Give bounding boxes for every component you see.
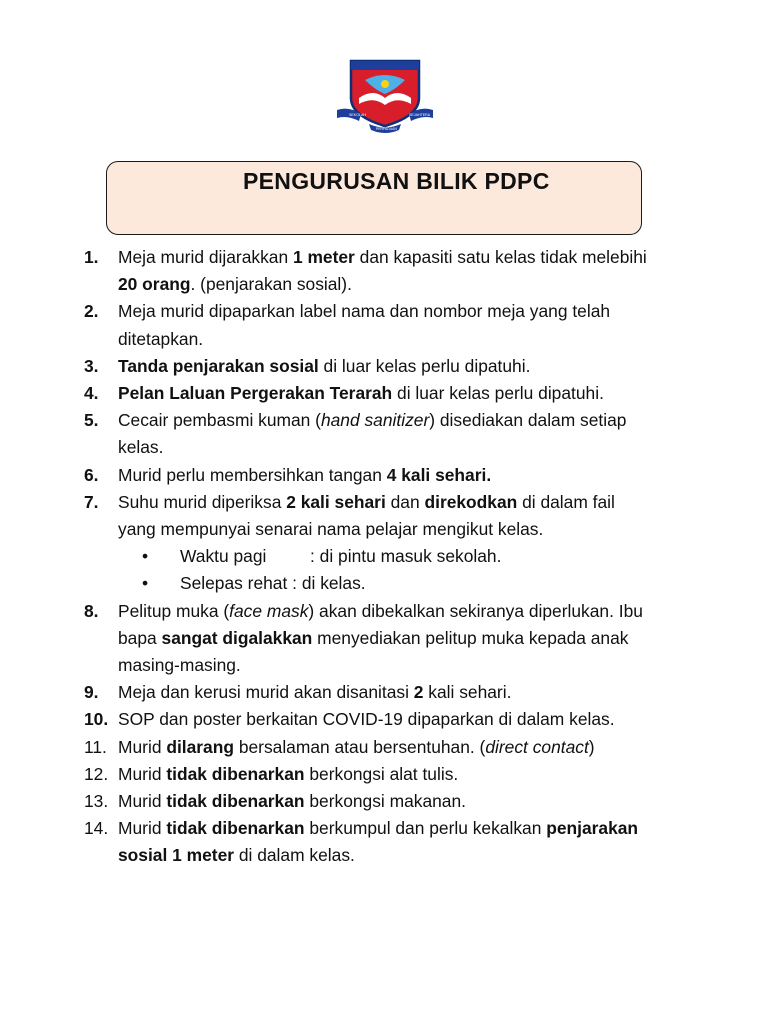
item-text-bold: 1 meter xyxy=(292,247,355,267)
rules-list xyxy=(84,244,744,870)
item-text-bold: tidak dibenarkan xyxy=(166,818,305,839)
item-text: SOP dan poster berkaitan COVID-19 dipaparkan di dalam kelas. xyxy=(118,709,615,730)
item-text-bold: 20 orang xyxy=(118,274,191,295)
item-text-bold: 2 xyxy=(413,682,424,703)
list-item-7 xyxy=(84,489,744,543)
list-item-8 xyxy=(84,598,744,680)
item-text: berkumpul dan perlu kekalkan xyxy=(304,818,547,839)
bullet-icon: • xyxy=(142,573,149,594)
item-number: 10. xyxy=(84,709,109,730)
item-text: ) xyxy=(588,736,595,757)
svg-text:PERPADUAN: PERPADUAN xyxy=(376,127,397,131)
item-number: 9. xyxy=(84,682,99,703)
bullet-icon: • xyxy=(142,546,149,567)
item-text-bold: penjarakan xyxy=(546,818,639,839)
item-text: menyediakan pelitup muka kepada anak xyxy=(312,627,629,648)
bullet-label: Waktu pagi xyxy=(180,546,267,567)
item-text: di luar kelas perlu dipatuhi. xyxy=(318,355,531,376)
item-text: masing-masing. xyxy=(118,655,241,676)
list-item-6 xyxy=(84,462,744,489)
item-text-bold: sangat digalakkan xyxy=(161,627,313,648)
list-item-12 xyxy=(84,761,744,788)
list-item-2 xyxy=(84,298,744,352)
list-item-10 xyxy=(84,706,744,733)
item-text-bold: direkodkan xyxy=(424,491,518,512)
item-text: ) disediakan dalam setiap xyxy=(429,410,627,431)
item-text-bold: Tanda penjarakan sosial xyxy=(118,355,319,376)
item-number: 5. xyxy=(84,410,99,431)
item-text: kelas. xyxy=(118,437,164,458)
item-number: 13. xyxy=(84,791,109,812)
item-text: Meja murid dipaparkan label nama dan nombor meja yang telah xyxy=(118,301,611,322)
bullet-item-waktu-pagi xyxy=(84,543,744,570)
bullet-text: : di kelas. xyxy=(287,573,366,594)
list-item-1 xyxy=(84,244,744,298)
item-text: ) akan dibekalkan sekiranya diperlukan. Ibu xyxy=(308,600,643,621)
item-text: berkongsi makanan. xyxy=(304,791,466,812)
item-number: 11. xyxy=(84,736,107,757)
item-number: 8. xyxy=(84,600,99,621)
page-title: PENGURUSAN BILIK PDPC xyxy=(243,168,550,194)
item-text: Murid perlu membersihkan tangan xyxy=(118,464,387,485)
item-text-italic: direct contact xyxy=(485,736,589,757)
svg-text:SEJAHTERA: SEJAHTERA xyxy=(409,113,431,117)
item-text: Suhu murid diperiksa xyxy=(118,491,287,512)
list-item-11 xyxy=(84,734,744,761)
item-text: Meja murid dijarakkan xyxy=(118,247,293,267)
item-text: Cecair pembasmi kuman ( xyxy=(118,410,321,431)
item-text-bold: tidak dibenarkan xyxy=(166,791,305,812)
bullet-item-selepas-rehat xyxy=(84,570,744,597)
item-text: di dalam fail xyxy=(517,491,615,512)
item-text-bold: tidak dibenarkan xyxy=(166,763,305,784)
item-number: 12. xyxy=(84,763,109,784)
item-text-bold: 4 kali sehari. xyxy=(386,464,492,485)
item-text: yang mempunyai senarai nama pelajar mengikut kelas. xyxy=(118,519,544,540)
list-item-13 xyxy=(84,788,744,815)
item-text-bold: dilarang xyxy=(166,736,234,757)
item-text: bapa xyxy=(118,627,162,648)
item-number: 14. xyxy=(84,818,109,839)
list-item-3 xyxy=(84,353,744,380)
item-text-bold: sosial 1 meter xyxy=(118,845,235,866)
item-number: 4. xyxy=(84,383,99,404)
school-crest-logo xyxy=(335,58,435,134)
list-item-9 xyxy=(84,679,744,706)
item-text: kali sehari. xyxy=(423,682,512,703)
item-number: 1. xyxy=(84,247,99,267)
item-text: Murid xyxy=(118,818,167,839)
item-text: di luar kelas perlu dipatuhi. xyxy=(392,383,604,404)
item-number: 2. xyxy=(84,301,99,322)
item-text-italic: hand sanitizer xyxy=(320,410,430,431)
bullet-text: : di pintu masuk sekolah. xyxy=(310,546,502,567)
item-text: Meja dan kerusi murid akan disanitasi xyxy=(118,682,414,703)
item-text: bersalaman atau bersentuhan. ( xyxy=(233,736,486,757)
svg-text:SEKOLAH: SEKOLAH xyxy=(349,113,366,117)
item-text: berkongsi alat tulis. xyxy=(304,763,459,784)
item-text-bold: 2 kali sehari xyxy=(286,491,386,512)
item-text: Murid xyxy=(118,791,167,812)
item-number: 3. xyxy=(84,355,99,376)
item-text: ditetapkan. xyxy=(118,328,204,349)
item-text: Murid xyxy=(118,763,167,784)
bullet-label: Selepas rehat xyxy=(180,573,288,594)
item-text-italic: face mask xyxy=(229,600,309,621)
item-text-bold: Pelan Laluan Pergerakan Terarah xyxy=(118,383,393,404)
list-item-14 xyxy=(84,815,744,869)
item-text: Murid xyxy=(118,736,167,757)
list-item-5 xyxy=(84,407,744,461)
item-number: 7. xyxy=(84,491,99,512)
item-text: dan kapasiti satu kelas tidak melebihi xyxy=(354,247,647,267)
item-text: di dalam kelas. xyxy=(234,845,355,866)
list-item-4 xyxy=(84,380,744,407)
item-text: dan xyxy=(385,491,425,512)
item-text: . (penjarakan sosial). xyxy=(190,274,352,295)
item-text: Pelitup muka ( xyxy=(118,600,230,621)
item-number: 6. xyxy=(84,464,99,485)
title-box xyxy=(106,161,642,235)
